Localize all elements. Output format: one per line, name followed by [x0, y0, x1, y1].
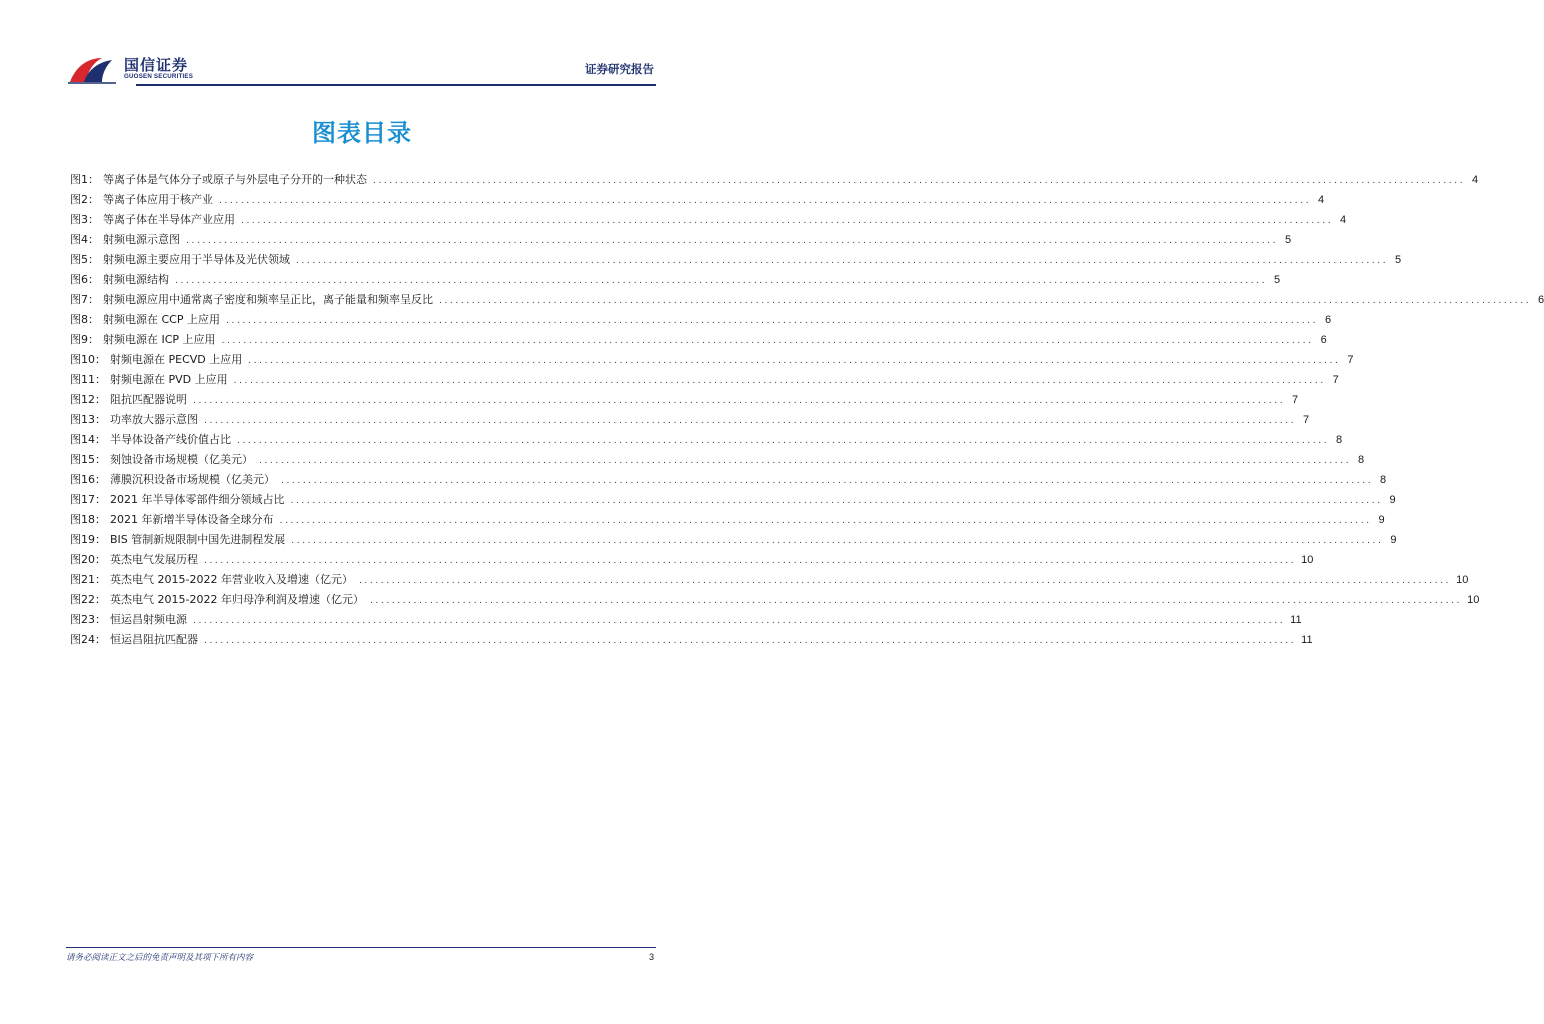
toc-entry-page: 7: [1303, 414, 1310, 426]
report-header: [66, 48, 656, 88]
toc-entry-title: 射频电源在 ICP 上应用: [103, 333, 216, 346]
toc-entry-title: 英杰电气 2015-2022 年营业收入及增速（亿元）: [110, 573, 353, 586]
toc-entry-label: 图9：: [70, 333, 99, 346]
toc-entry-title: 薄膜沉积设备市场规模（亿美元）: [110, 473, 275, 486]
toc-entry-label: 图20：: [70, 553, 106, 566]
toc-entry-title: 射频电源示意图: [103, 233, 180, 246]
toc-entry-title: 2021 年新增半导体设备全球分布: [110, 513, 274, 526]
toc-entry[interactable]: [70, 290, 1544, 310]
toc-entry-title: 刻蚀设备市场规模（亿美元）: [110, 453, 253, 466]
toc-entry-title: 功率放大器示意图: [110, 413, 198, 426]
report-type-label: 证券研究报告: [585, 62, 654, 76]
toc-entry-title: 射频电源在 PECVD 上应用: [110, 353, 243, 366]
toc-entry-label: 图7：: [70, 293, 99, 306]
toc-entry-title: 恒运昌阻抗匹配器: [110, 633, 198, 646]
toc-entry-label: 图24：: [70, 633, 106, 646]
toc-entry-page: 5: [1395, 254, 1402, 266]
toc-entry-page: 9: [1389, 494, 1396, 506]
toc-dot-leader: ........................................................................................................................................................................................................: [186, 236, 1279, 246]
toc-entry[interactable]: [70, 310, 1332, 330]
toc-entry[interactable]: [70, 570, 1469, 590]
toc-dot-leader: ........................................................................................................................................................................................................: [175, 276, 1268, 286]
header-divider: [136, 84, 656, 86]
toc-dot-leader: ........................................................................................................................................................................................................: [237, 436, 1330, 446]
toc-dot-leader: ........................................................................................................................................................................................................: [204, 636, 1297, 646]
toc-entry-title: 恒运昌射频电源: [110, 613, 187, 626]
toc-entry-label: 图17：: [70, 493, 106, 506]
toc-entry-page: 11: [1290, 614, 1302, 626]
toc-dot-leader: ........................................................................................................................................................................................................: [439, 296, 1532, 306]
toc-dot-leader: ........................................................................................................................................................................................................: [233, 376, 1326, 386]
toc-entry-title: 2021 年半导体零部件细分领域占比: [110, 493, 285, 506]
toc-dot-leader: ........................................................................................................................................................................................................: [226, 316, 1319, 326]
logo-chinese-name: 国信证券: [124, 56, 189, 74]
toc-entry-page: 10: [1456, 574, 1469, 586]
toc-entry-page: 7: [1332, 374, 1339, 386]
toc-dot-leader: ........................................................................................................................................................................................................: [291, 536, 1384, 546]
toc-entry[interactable]: [70, 250, 1402, 270]
toc-dot-leader: ........................................................................................................................................................................................................: [296, 256, 1389, 266]
toc-entry[interactable]: [70, 370, 1339, 390]
toc-dot-leader: ........................................................................................................................................................................................................: [248, 356, 1341, 366]
figure-index-list: [70, 170, 1544, 650]
toc-dot-leader: ........................................................................................................................................................................................................: [219, 196, 1312, 206]
toc-entry[interactable]: [70, 230, 1292, 250]
toc-entry-title: 阻抗匹配器说明: [110, 393, 187, 406]
toc-entry-page: 6: [1538, 294, 1544, 306]
toc-entry[interactable]: [70, 590, 1480, 610]
toc-entry[interactable]: [70, 450, 1365, 470]
toc-entry-page: 4: [1318, 194, 1325, 206]
toc-dot-leader: ........................................................................................................................................................................................................: [373, 176, 1466, 186]
toc-entry-label: 图10：: [70, 353, 106, 366]
toc-entry[interactable]: [70, 510, 1385, 530]
guosen-logo-icon: [66, 52, 124, 86]
toc-entry-title: 射频电源应用中通常离子密度和频率呈正比，离子能量和频率呈反比: [103, 293, 433, 306]
toc-entry[interactable]: [70, 390, 1299, 410]
toc-entry-page: 7: [1347, 354, 1354, 366]
toc-entry-label: 图12：: [70, 393, 106, 406]
toc-entry-page: 4: [1340, 214, 1347, 226]
toc-entry-title: 射频电源结构: [103, 273, 169, 286]
toc-entry-page: 5: [1285, 234, 1292, 246]
toc-entry-label: 图2：: [70, 193, 99, 206]
toc-entry-page: 10: [1467, 594, 1480, 606]
toc-entry-label: 图3：: [70, 213, 99, 226]
toc-entry-page: 8: [1380, 474, 1387, 486]
toc-entry-page: 11: [1301, 634, 1313, 646]
toc-entry-label: 图21：: [70, 573, 106, 586]
toc-entry-page: 6: [1320, 334, 1327, 346]
toc-entry[interactable]: [70, 170, 1479, 190]
toc-entry-title: 射频电源在 PVD 上应用: [110, 373, 228, 386]
toc-entry-page: 9: [1378, 514, 1385, 526]
footer-divider: [66, 947, 656, 948]
toc-entry[interactable]: [70, 270, 1281, 290]
toc-entry-label: 图14：: [70, 433, 106, 446]
toc-dot-leader: ........................................................................................................................................................................................................: [290, 496, 1383, 506]
footer-disclaimer: 请务必阅读正文之后的免责声明及其项下所有内容: [66, 953, 254, 963]
toc-entry-page: 5: [1274, 274, 1281, 286]
toc-entry-page: 7: [1292, 394, 1299, 406]
toc-entry-title: BIS 管制新规限制中国先进制程发展: [110, 533, 286, 546]
toc-entry-label: 图8：: [70, 313, 99, 326]
logo-english-name: GUOSEN SECURITIES: [124, 73, 194, 80]
toc-dot-leader: ........................................................................................................................................................................................................: [281, 476, 1374, 486]
toc-entry-label: 图1：: [70, 173, 99, 186]
toc-entry-label: 图19：: [70, 533, 106, 546]
toc-entry-label: 图4：: [70, 233, 99, 246]
toc-dot-leader: ........................................................................................................................................................................................................: [193, 616, 1286, 626]
toc-entry-title: 半导体设备产线价值占比: [110, 433, 231, 446]
toc-dot-leader: ........................................................................................................................................................................................................: [369, 596, 1463, 606]
toc-dot-leader: ........................................................................................................................................................................................................: [204, 416, 1297, 426]
toc-entry[interactable]: [70, 530, 1397, 550]
toc-entry-page: 6: [1325, 314, 1332, 326]
toc-entry[interactable]: [70, 350, 1354, 370]
toc-entry[interactable]: [70, 330, 1327, 350]
toc-entry-page: 8: [1358, 454, 1365, 466]
toc-entry[interactable]: [70, 490, 1396, 510]
toc-entry-title: 等离子体在半导体产业应用: [103, 213, 235, 226]
toc-entry[interactable]: [70, 410, 1310, 430]
toc-entry-title: 等离子体应用于核产业: [103, 193, 213, 206]
toc-entry-label: 图15：: [70, 453, 106, 466]
toc-entry-title: 英杰电气发展历程: [110, 553, 198, 566]
toc-entry-title: 英杰电气 2015-2022 年归母净利润及增速（亿元）: [110, 593, 364, 606]
toc-entry-page: 9: [1390, 534, 1397, 546]
toc-dot-leader: ........................................................................................................................................................................................................: [279, 516, 1372, 526]
toc-entry-label: 图13：: [70, 413, 106, 426]
toc-entry-label: 图23：: [70, 613, 106, 626]
toc-entry-page: 8: [1336, 434, 1343, 446]
toc-entry-label: 图18：: [70, 513, 106, 526]
page-title: 图表目录: [312, 119, 412, 147]
toc-entry-title: 射频电源在 CCP 上应用: [103, 313, 220, 326]
toc-entry-label: 图6：: [70, 273, 99, 286]
toc-entry[interactable]: [70, 190, 1325, 210]
toc-entry[interactable]: [70, 550, 1314, 570]
toc-entry-label: 图5：: [70, 253, 99, 266]
toc-entry-title: 等离子体是气体分子或原子与外层电子分开的一种状态: [103, 173, 367, 186]
toc-entry[interactable]: [70, 630, 1313, 650]
toc-dot-leader: ........................................................................................................................................................................................................: [221, 336, 1314, 346]
toc-dot-leader: ........................................................................................................................................................................................................: [241, 216, 1334, 226]
toc-dot-leader: ........................................................................................................................................................................................................: [204, 556, 1297, 566]
toc-entry-label: 图11：: [70, 373, 106, 386]
toc-dot-leader: ........................................................................................................................................................................................................: [193, 396, 1286, 406]
toc-entry[interactable]: [70, 610, 1302, 630]
toc-entry[interactable]: [70, 210, 1347, 230]
page-number: 3: [648, 952, 654, 962]
toc-entry[interactable]: [70, 470, 1387, 490]
toc-entry-label: 图16：: [70, 473, 106, 486]
toc-dot-leader: ........................................................................................................................................................................................................: [358, 576, 1452, 586]
toc-entry-title: 射频电源主要应用于半导体及光伏领域: [103, 253, 290, 266]
toc-entry-page: 10: [1301, 554, 1314, 566]
toc-entry[interactable]: [70, 430, 1343, 450]
toc-entry-label: 图22：: [70, 593, 106, 606]
toc-entry-page: 4: [1472, 174, 1479, 186]
toc-dot-leader: ........................................................................................................................................................................................................: [259, 456, 1352, 466]
guosen-logo: [66, 52, 216, 88]
